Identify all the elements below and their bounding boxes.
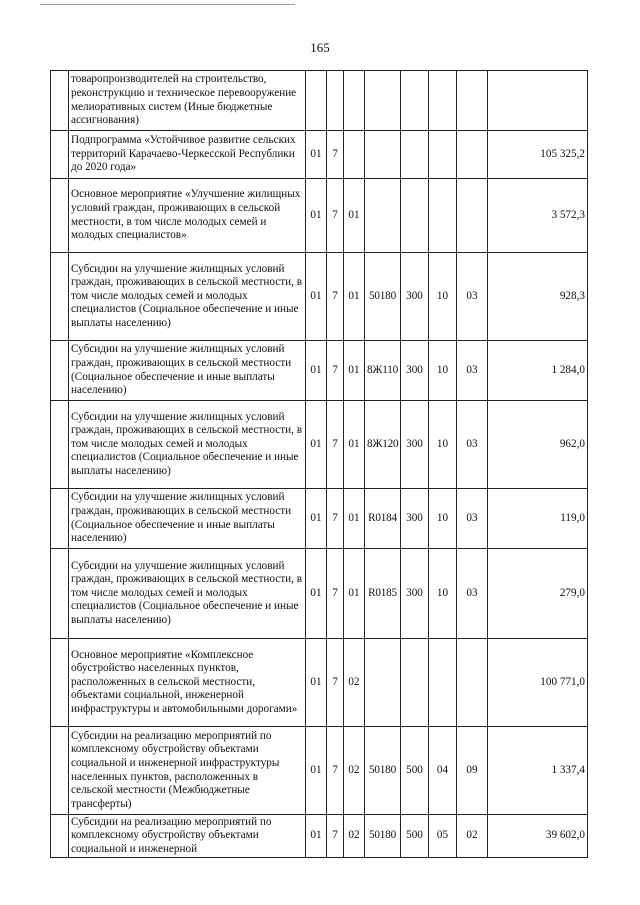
row-name-cell: Субсидии на реализацию мероприятий по комплексному обустройству объектами социальной и инженерной инфраструктуры населенных пунктов, расположенных в сельской местности (Межбюджетные трансферты) — [69, 727, 306, 815]
blank-cell — [51, 71, 69, 131]
code-cell-3 — [344, 71, 365, 131]
table-row — [51, 253, 588, 341]
blank-cell — [51, 727, 69, 815]
subsection-cell — [457, 639, 488, 727]
code-cell-1: 01 — [306, 489, 327, 549]
subsection-cell — [457, 71, 488, 131]
table-row — [51, 549, 588, 639]
target-article-cell: 50180 — [365, 727, 401, 815]
target-article-cell — [365, 639, 401, 727]
code-cell-1: 01 — [306, 639, 327, 727]
code-cell-2: 7 — [327, 179, 344, 253]
code-cell-2 — [327, 71, 344, 131]
expense-type-cell: 300 — [401, 489, 429, 549]
target-article-cell — [365, 71, 401, 131]
code-cell-3: 01 — [344, 549, 365, 639]
blank-cell — [51, 341, 69, 401]
section-cell: 10 — [429, 341, 457, 401]
code-cell-1: 01 — [306, 549, 327, 639]
amount-cell: 100 771,0 — [488, 639, 588, 727]
subsection-cell — [457, 131, 488, 179]
section-cell: 05 — [429, 815, 457, 858]
subsection-cell: 03 — [457, 401, 488, 489]
expense-type-cell — [401, 179, 429, 253]
code-cell-2: 7 — [327, 131, 344, 179]
target-article-cell: R0185 — [365, 549, 401, 639]
subsection-cell: 03 — [457, 341, 488, 401]
amount-cell: 1 284,0 — [488, 341, 588, 401]
code-cell-1: 01 — [306, 341, 327, 401]
table-row — [51, 71, 588, 131]
section-cell — [429, 71, 457, 131]
table-row — [51, 401, 588, 489]
code-cell-1: 01 — [306, 253, 327, 341]
table-row — [51, 727, 588, 815]
code-cell-3: 01 — [344, 489, 365, 549]
expense-type-cell: 300 — [401, 549, 429, 639]
section-cell — [429, 131, 457, 179]
amount-cell: 3 572,3 — [488, 179, 588, 253]
subsection-cell: 03 — [457, 489, 488, 549]
table-row — [51, 179, 588, 253]
code-cell-3: 01 — [344, 341, 365, 401]
code-cell-1: 01 — [306, 401, 327, 489]
target-article-cell: 50180 — [365, 815, 401, 858]
expense-type-cell: 500 — [401, 727, 429, 815]
target-article-cell: 8Ж110 — [365, 341, 401, 401]
blank-cell — [51, 639, 69, 727]
row-name-cell: Основное мероприятие «Улучшение жилищных условий граждан, проживающих в сельской местности, в том числе молодых семей и молодых специалистов» — [69, 179, 306, 253]
target-article-cell — [365, 131, 401, 179]
code-cell-2: 7 — [327, 401, 344, 489]
code-cell-3: 02 — [344, 727, 365, 815]
blank-cell — [51, 815, 69, 858]
row-name-cell: Субсидии на улучшение жилищных условий граждан, проживающих в сельской местности (Социальное обеспечение и иные выплаты населению) — [69, 341, 306, 401]
table-row — [51, 341, 588, 401]
row-name-cell: Субсидии на улучшение жилищных условий граждан, проживающих в сельской местности, в том числе молодых семей и молодых специалистов (Социальное обеспечение и иные выплаты населению) — [69, 549, 306, 639]
amount-cell: 119,0 — [488, 489, 588, 549]
target-article-cell — [365, 179, 401, 253]
expense-type-cell: 300 — [401, 401, 429, 489]
code-cell-1: 01 — [306, 179, 327, 253]
expense-type-cell: 300 — [401, 253, 429, 341]
amount-cell: 39 602,0 — [488, 815, 588, 858]
section-cell: 04 — [429, 727, 457, 815]
budget-table — [50, 70, 588, 858]
amount-cell — [488, 71, 588, 131]
section-cell — [429, 179, 457, 253]
subsection-cell: 02 — [457, 815, 488, 858]
code-cell-3 — [344, 131, 365, 179]
row-name-cell: Субсидии на улучшение жилищных условий граждан, проживающих в сельской местности, в том числе молодых семей и молодых специалистов (Социальное обеспечение и иные выплаты населению) — [69, 253, 306, 341]
section-cell: 10 — [429, 489, 457, 549]
subsection-cell — [457, 179, 488, 253]
row-name-cell: Субсидии на улучшение жилищных условий граждан, проживающих в сельской местности, в том числе молодых семей и молодых специалистов (Социальное обеспечение и иные выплаты населению) — [69, 401, 306, 489]
code-cell-2: 7 — [327, 253, 344, 341]
row-name-cell: Субсидии на улучшение жилищных условий граждан, проживающих в сельской местности (Социальное обеспечение и иные выплаты населению) — [69, 489, 306, 549]
row-name-cell: Подпрограмма «Устойчивое развитие сельских территорий Карачаево-Черкесской Республики до 2020 года» — [69, 131, 306, 179]
code-cell-2: 7 — [327, 815, 344, 858]
subsection-cell: 03 — [457, 549, 488, 639]
section-cell: 10 — [429, 549, 457, 639]
target-article-cell: 8Ж120 — [365, 401, 401, 489]
row-name-cell: Основное мероприятие «Комплексное обустройство населенных пунктов, расположенных в сельской местности, объектами социальной, инженерной инфраструктуры и автомобильными дорогами» — [69, 639, 306, 727]
target-article-cell: R0184 — [365, 489, 401, 549]
code-cell-3: 02 — [344, 815, 365, 858]
code-cell-2: 7 — [327, 549, 344, 639]
section-cell — [429, 639, 457, 727]
blank-cell — [51, 179, 69, 253]
code-cell-3: 01 — [344, 179, 365, 253]
table-row — [51, 489, 588, 549]
row-name-cell: товаропроизводителей на строительство, реконструкцию и техническое перевооружение мелиоративных систем (Иные бюджетные ассигнования) — [69, 71, 306, 131]
code-cell-2: 7 — [327, 639, 344, 727]
blank-cell — [51, 401, 69, 489]
blank-cell — [51, 131, 69, 179]
blank-cell — [51, 253, 69, 341]
code-cell-3: 01 — [344, 253, 365, 341]
page-number: 165 — [310, 40, 330, 55]
amount-cell: 1 337,4 — [488, 727, 588, 815]
code-cell-3: 01 — [344, 401, 365, 489]
target-article-cell: 50180 — [365, 253, 401, 341]
row-name-cell: Субсидии на реализацию мероприятий по комплексному обустройству объектами социальной и инженерной — [69, 815, 306, 858]
table-row — [51, 131, 588, 179]
top-rule — [40, 4, 295, 5]
code-cell-2: 7 — [327, 341, 344, 401]
code-cell-2: 7 — [327, 727, 344, 815]
blank-cell — [51, 549, 69, 639]
code-cell-1: 01 — [306, 727, 327, 815]
expense-type-cell — [401, 71, 429, 131]
table-row — [51, 815, 588, 858]
blank-cell — [51, 489, 69, 549]
section-cell: 10 — [429, 401, 457, 489]
code-cell-1 — [306, 71, 327, 131]
amount-cell: 279,0 — [488, 549, 588, 639]
section-cell: 10 — [429, 253, 457, 341]
amount-cell: 928,3 — [488, 253, 588, 341]
expense-type-cell: 300 — [401, 341, 429, 401]
subsection-cell: 09 — [457, 727, 488, 815]
amount-cell: 105 325,2 — [488, 131, 588, 179]
amount-cell: 962,0 — [488, 401, 588, 489]
expense-type-cell: 500 — [401, 815, 429, 858]
code-cell-3: 02 — [344, 639, 365, 727]
table-row — [51, 639, 588, 727]
code-cell-1: 01 — [306, 815, 327, 858]
code-cell-1: 01 — [306, 131, 327, 179]
expense-type-cell — [401, 639, 429, 727]
code-cell-2: 7 — [327, 489, 344, 549]
subsection-cell: 03 — [457, 253, 488, 341]
expense-type-cell — [401, 131, 429, 179]
